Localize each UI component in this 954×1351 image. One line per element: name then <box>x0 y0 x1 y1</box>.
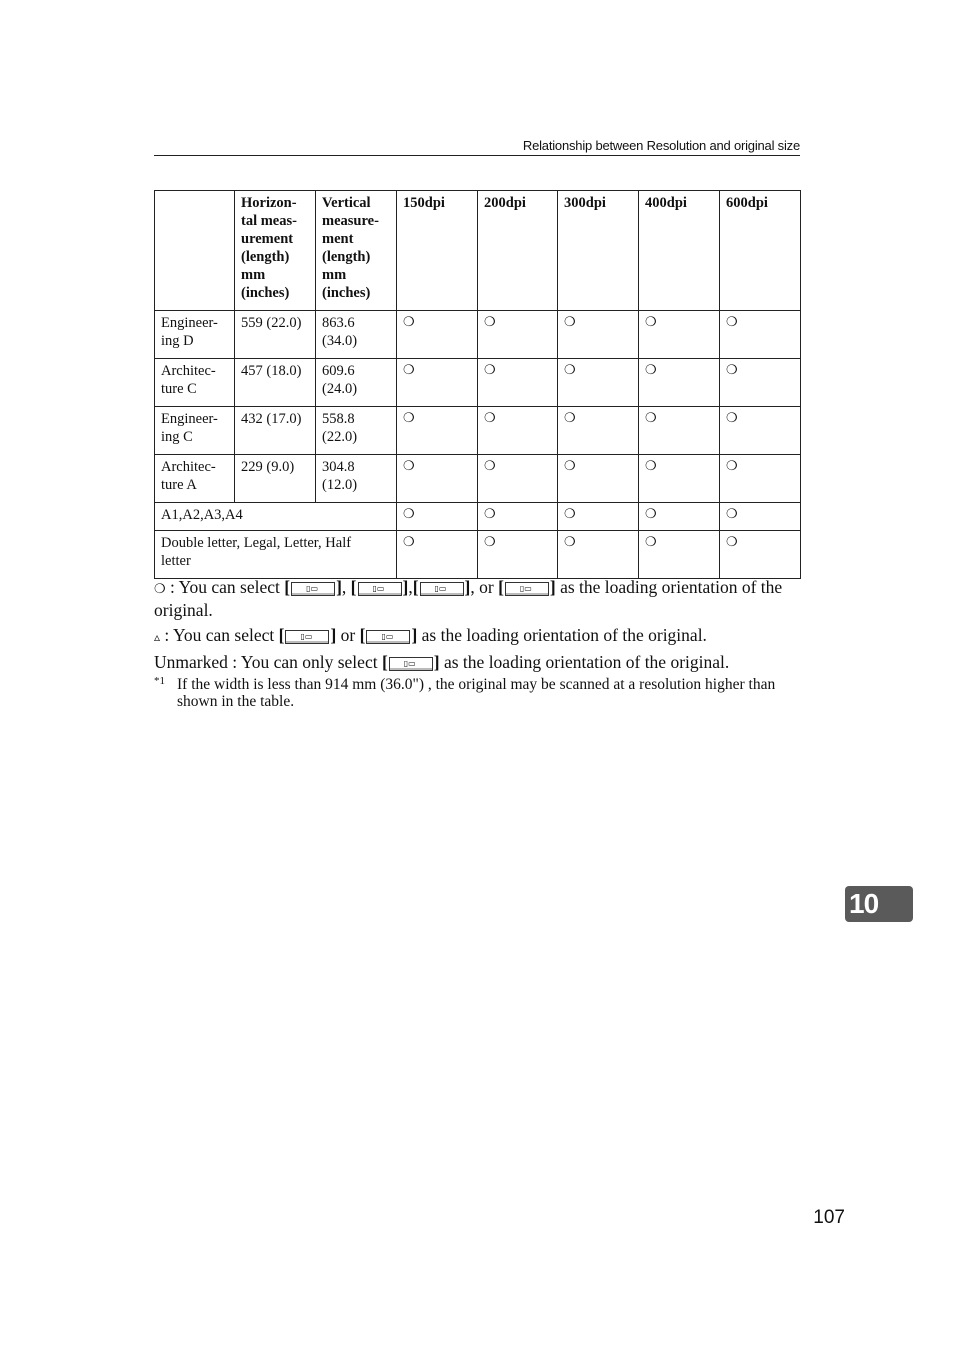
orientation-key-icon: ▯▭ <box>291 582 335 596</box>
legend-circle <box>154 577 800 621</box>
legend-text: as the loading orientation of the original. <box>154 577 783 620</box>
table-header-cell: Horizon- tal meas- urement (length) mm (inches) <box>235 191 316 311</box>
mark-cell: ❍ <box>720 407 801 455</box>
bracket: ] <box>549 577 556 597</box>
bracket: [ <box>498 577 504 597</box>
table-header-cell: 150dpi <box>397 191 478 311</box>
legend-text: , <box>408 577 413 597</box>
vertical-cell: 304.8 (12.0) <box>316 455 397 503</box>
legend-text: : You can select <box>165 577 285 597</box>
legend-text: or <box>336 625 360 645</box>
table-row <box>155 503 801 531</box>
bracket: [ <box>359 625 366 645</box>
vertical-cell: 863.6 (34.0) <box>316 311 397 359</box>
paper-size-cell: Architec- ture A <box>155 455 235 503</box>
table-row <box>155 455 801 503</box>
paper-size-cell: Engineer- ing D <box>155 311 235 359</box>
triangle-symbol: ▵ <box>154 630 161 644</box>
mark-cell: ❍ <box>639 311 720 359</box>
mark-cell: ❍ <box>478 455 558 503</box>
table-header-cell <box>155 191 235 311</box>
bracket: [ <box>381 652 388 672</box>
mark-cell: ❍ <box>639 531 720 579</box>
table-header-cell: Vertical measure- ment (length) mm (inches) <box>316 191 397 311</box>
orientation-key-icon: ▯▭ <box>285 630 329 644</box>
footnote-mark: *1 <box>154 675 165 687</box>
mark-cell: ❍ <box>639 503 720 531</box>
bracket: [ <box>350 577 357 597</box>
bracket: [ <box>278 625 285 645</box>
mark-cell: ❍ <box>639 359 720 407</box>
legend-text: , or <box>470 577 499 597</box>
orientation-key-icon: ▯▭ <box>389 657 433 671</box>
mark-cell: ❍ <box>397 455 478 503</box>
table-row <box>155 407 801 455</box>
mark-cell: ❍ <box>558 531 639 579</box>
horizontal-cell: 229 (9.0) <box>235 455 316 503</box>
paper-size-cell: Engineer- ing C <box>155 407 235 455</box>
orientation-key-icon: ▯▭ <box>358 582 402 596</box>
mark-cell: ❍ <box>397 407 478 455</box>
legend-text: : You can select <box>160 625 279 645</box>
table-header-cell: 400dpi <box>639 191 720 311</box>
vertical-cell: 558.8 (22.0) <box>316 407 397 455</box>
mark-cell: ❍ <box>478 311 558 359</box>
bracket: ] <box>411 625 418 645</box>
paper-size-cell: A1,A2,A3,A4 <box>155 503 397 531</box>
orientation-key-icon: ▯▭ <box>420 582 464 596</box>
legend-triangle <box>154 625 800 648</box>
table-header-cell: 300dpi <box>558 191 639 311</box>
orientation-key-icon: ▯▭ <box>366 630 410 644</box>
mark-cell: ❍ <box>478 359 558 407</box>
mark-cell: ❍ <box>397 503 478 531</box>
mark-cell: ❍ <box>558 503 639 531</box>
table-row <box>155 359 801 407</box>
mark-cell: ❍ <box>558 407 639 455</box>
vertical-cell: 609.6 (24.0) <box>316 359 397 407</box>
legend-text: as the loading orientation of the original. <box>439 652 730 672</box>
table-header-cell: 600dpi <box>720 191 801 311</box>
legend-text: as the loading orientation of the original. <box>417 625 707 645</box>
bracket: ] <box>433 652 440 672</box>
paper-size-cell: Architec- ture C <box>155 359 235 407</box>
horizontal-cell: 432 (17.0) <box>235 407 316 455</box>
mark-cell: ❍ <box>478 503 558 531</box>
table-row <box>155 531 801 579</box>
table-header-row <box>155 191 801 311</box>
mark-cell: ❍ <box>397 531 478 579</box>
running-header: Relationship between Resolution and original size <box>154 138 800 156</box>
circle-symbol: ❍ <box>154 582 166 597</box>
mark-cell: ❍ <box>478 407 558 455</box>
mark-cell: ❍ <box>558 455 639 503</box>
page-number: 107 <box>813 1207 845 1228</box>
footnote-text: If the width is less than 914 mm (36.0") , the original may be scanned at a resolution higher than shown in the table. <box>177 676 776 710</box>
horizontal-cell: 457 (18.0) <box>235 359 316 407</box>
mark-cell: ❍ <box>639 455 720 503</box>
bracket: ] <box>336 577 342 597</box>
bracket: ] <box>402 577 409 597</box>
bracket: ] <box>464 577 471 597</box>
legend-unmarked <box>154 652 800 673</box>
bracket: [ <box>284 577 291 597</box>
bracket: [ <box>412 577 419 597</box>
mark-cell: ❍ <box>720 311 801 359</box>
legend-text: Unmarked : You can only select <box>154 652 382 672</box>
resolution-table <box>154 190 801 579</box>
mark-cell: ❍ <box>720 455 801 503</box>
paper-size-cell: Double letter, Legal, Letter, Half letter <box>155 531 397 579</box>
legend-text: , <box>341 577 351 597</box>
chapter-tab: 10 <box>845 886 913 922</box>
table-header-cell: 200dpi <box>478 191 558 311</box>
mark-cell: ❍ <box>397 359 478 407</box>
table-row <box>155 311 801 359</box>
mark-cell: ❍ <box>397 311 478 359</box>
mark-cell: ❍ <box>478 531 558 579</box>
bracket: ] <box>330 625 337 645</box>
horizontal-cell: 559 (22.0) <box>235 311 316 359</box>
mark-cell: ❍ <box>720 359 801 407</box>
mark-cell: ❍ <box>558 359 639 407</box>
orientation-key-icon: ▯▭ <box>505 582 549 596</box>
mark-cell: ❍ <box>558 311 639 359</box>
mark-cell: ❍ <box>639 407 720 455</box>
mark-cell: ❍ <box>720 503 801 531</box>
mark-cell: ❍ <box>720 531 801 579</box>
